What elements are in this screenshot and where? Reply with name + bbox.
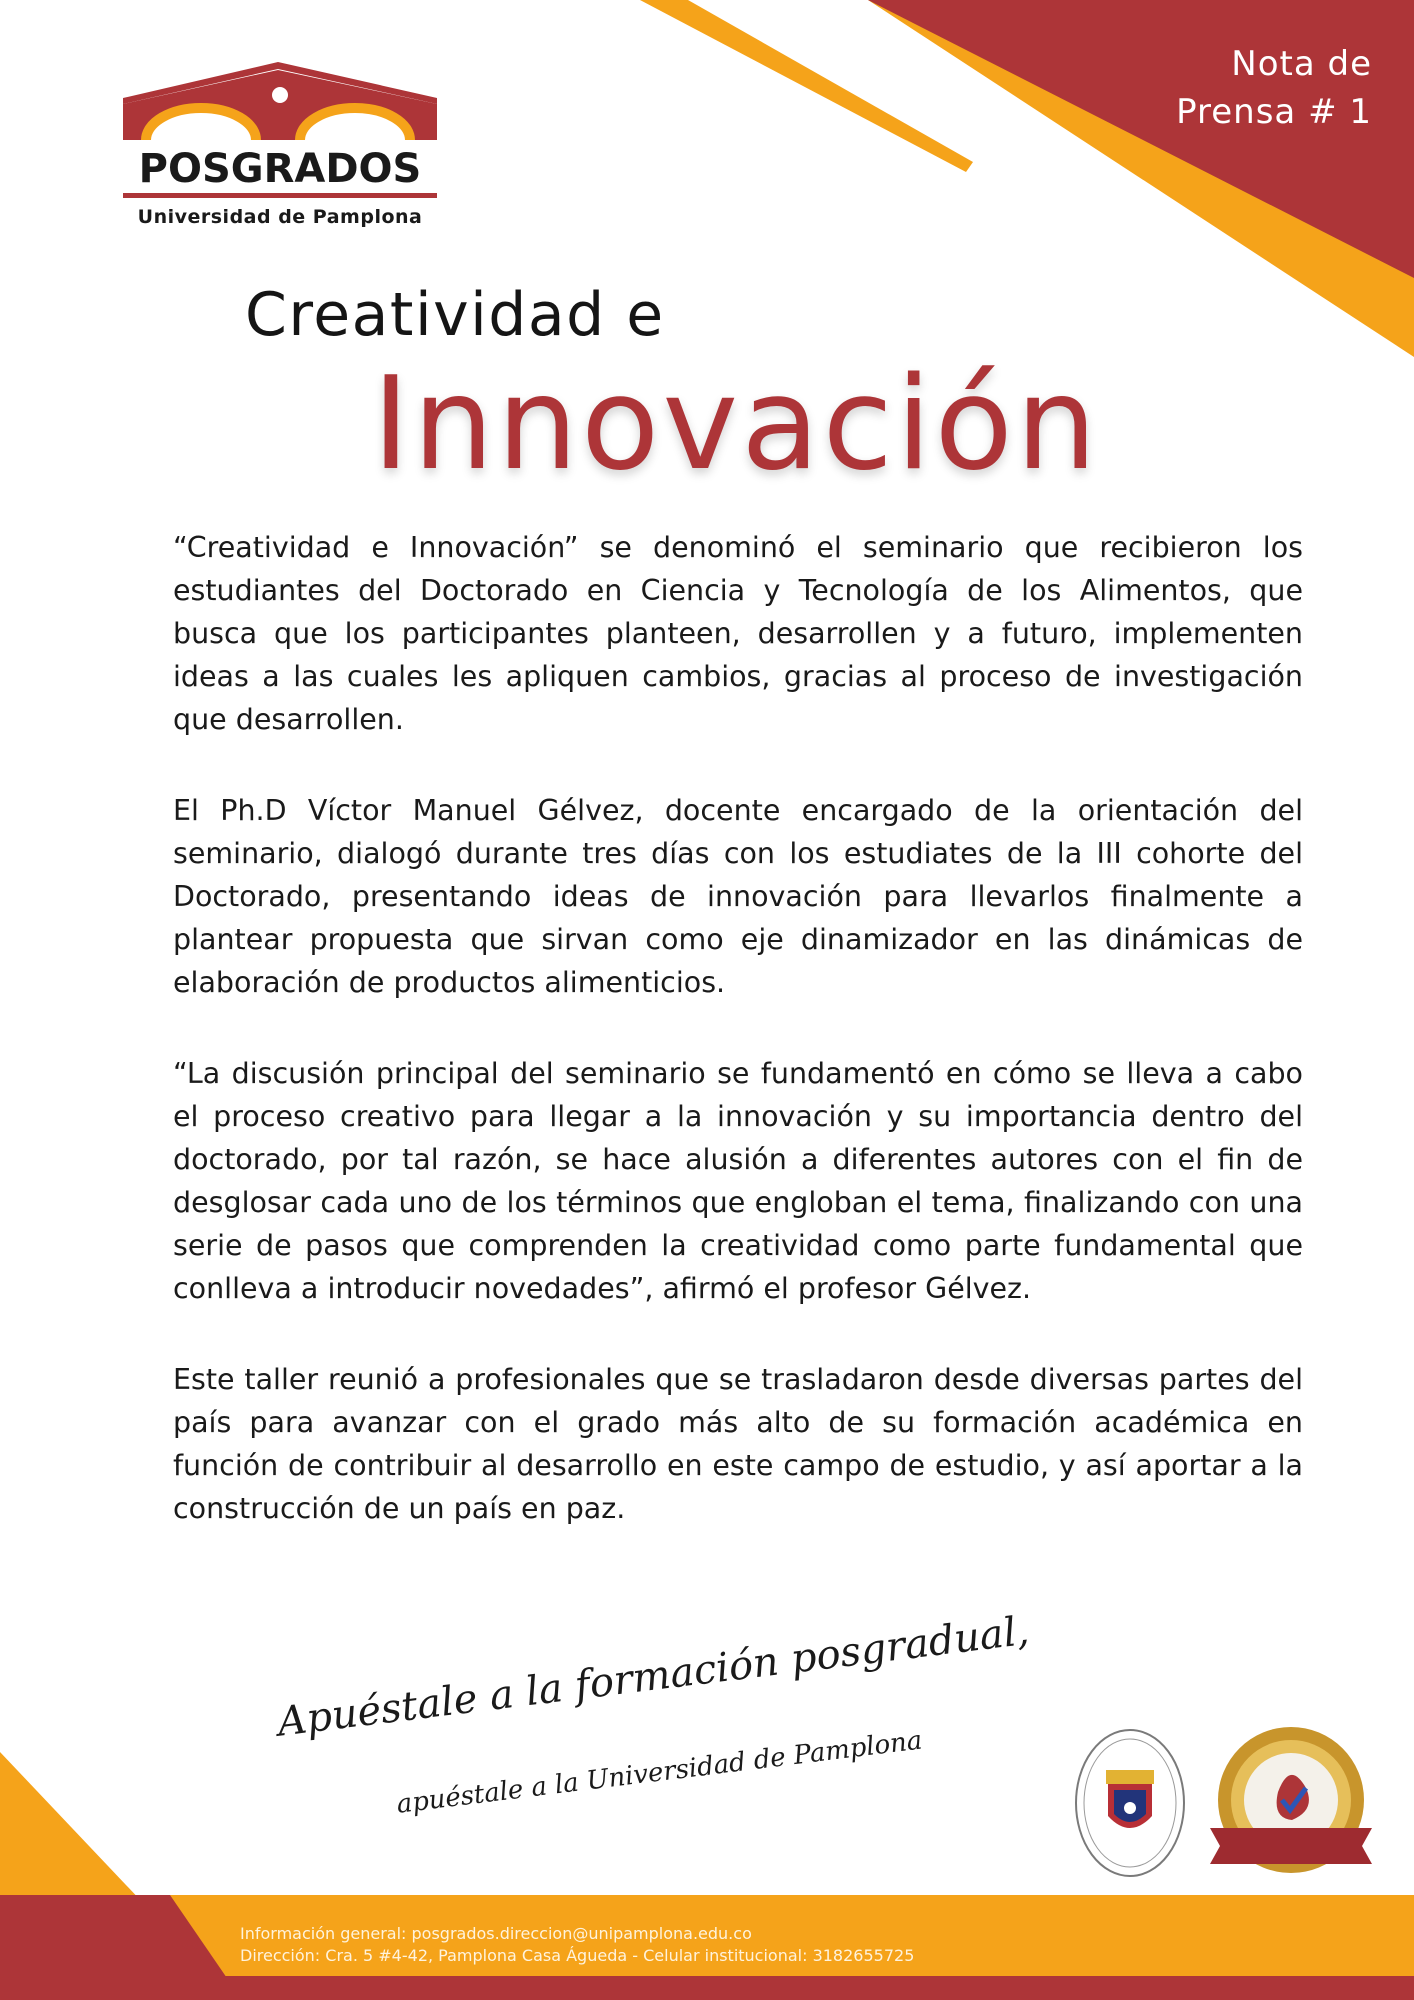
logo-subtitle: Universidad de Pamplona <box>137 206 423 228</box>
headline-line-1: Creatividad e <box>245 280 665 350</box>
headline-line-2: Innovación <box>372 350 1100 499</box>
footer-band-bottom-red <box>0 1976 1414 2000</box>
paragraph: “Creatividad e Innovación” se denominó el seminario que recibieron los estudiantes del Doctorado en Ciencia y Tecnología de los Alimentos, que busca que los participantes planteen, desarrollen y a futuro, implementen ideas a las cuales les apliquen cambios, gracias al proceso de investigación que desarrollen. <box>173 531 1303 736</box>
article-body <box>173 526 1303 1578</box>
slogan-line-1: Apuéstale a la formación posgradual, <box>275 1607 1032 1746</box>
footer-address: Dirección: Cra. 5 #4-42, Pamplona Casa Águeda - Celular institucional: 3182655725 <box>240 1946 915 1965</box>
footer-contact-info: Información general: posgrados.direccion@unipamplona.edu.co <box>240 1924 752 1943</box>
press-release-badge <box>1072 40 1372 136</box>
paragraph: Este taller reunió a profesionales que se trasladaron desde diversas partes del país para avanzar con el grado más alto de su formación académica en función de contribuir al desarrollo en este campo de estudio, y así aportar a la construcción de un país en paz. <box>173 1363 1303 1525</box>
badge-line-2: Prensa # 1 <box>1176 92 1372 132</box>
badge-line-1: Nota de <box>1231 44 1372 84</box>
university-seal <box>1076 1730 1184 1876</box>
paragraph: El Ph.D Víctor Manuel Gélvez, docente encargado de la orientación del seminario, dialogó durante tres días con los estudiates de la III cohorte del Doctorado, presentando ideas de innovación para llevarlos finalmente a plantear propuesta que sirvan como eje dinamizador en las dinámicas de elaboración de productos alimenticios. <box>173 794 1303 999</box>
paragraph: “La discusión principal del seminario se fundamentó en cómo se lleva a cabo el proceso creativo para llegar a la innovación y su importancia dentro del doctorado, por tal razón, se hace alusión a diferentes autores con el fin de desglosar cada uno de los términos que engloban el tema, finalizando con una serie de pasos que comprenden la creatividad como parte fundamental que conlleva a introducir novedades”, afirmó el profesor Gélvez. <box>173 1057 1303 1305</box>
logo-wordmark: POSGRADOS <box>138 146 422 192</box>
accreditation-seal <box>1210 1727 1372 1873</box>
slogan-line-2: apuéstale a la Universidad de Pamplona <box>395 1725 924 1820</box>
